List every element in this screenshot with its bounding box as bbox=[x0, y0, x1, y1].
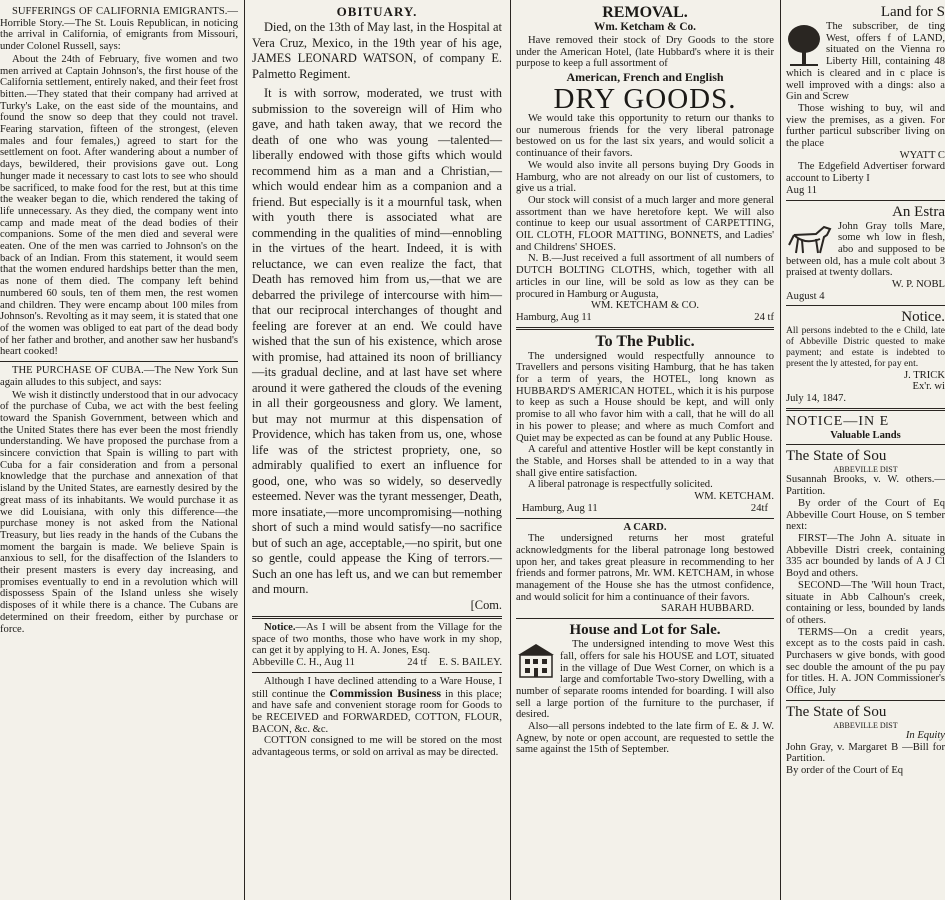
public-announce: The undersigned would respectfully announce to Travellers and persons visiting Hamburg, that he has taken for a term of years, the HOTEL, long known as HUBBARD'S AMERICAN HOTEL, which it is his purpose to keep as such a House should be kept, and will only promise to all who favor him with a call, that he will do all in his power to please; and where as much Comfort and Quiet may be expected as can be found at any Public House. bbox=[516, 350, 774, 444]
divider bbox=[786, 305, 945, 306]
estray-text: John Gray tolls Mare, some wh low in flesh, abo and supposed to be between old, has a mule colt about 3 praised at twenty dollars. bbox=[786, 220, 945, 279]
land-date: Aug 11 bbox=[786, 184, 818, 196]
emigrants-heading: SUFFERINGS OF CALIFORNIA EMIGRANTS. bbox=[12, 6, 228, 17]
cuba-intro bbox=[0, 365, 238, 388]
estray-signature: W. P. NOBL bbox=[891, 279, 945, 291]
order-1: By order of the Court of Eq Abbeville Court House, on S tember next: bbox=[786, 497, 945, 533]
notice-signature: J. TRICK bbox=[903, 369, 945, 381]
removal-date: Hamburg, Aug 11 bbox=[516, 311, 592, 323]
notice-text: All persons indebted to the e Child, late of Abbeville Distric quested to make payment; and estate is indebted to present the ly attested, for pay ent. bbox=[786, 325, 945, 369]
divider bbox=[0, 361, 238, 362]
equity-court: In Equity bbox=[905, 729, 945, 741]
land-offer: The subscriber, de ting West, offers f of LAND, situated on the Vienna ro Liberty Hill, containing 48 which is cleared and in c place is well improved with a dings: also a Gin and Screw bbox=[786, 21, 945, 103]
column-2 bbox=[246, 0, 508, 900]
district-1: ABBEVILLE DIST bbox=[833, 465, 898, 475]
column-1 bbox=[0, 0, 242, 900]
removal-stock: Our stock will consist of a much larger and more general assortment than we have heretofore kept. We will also continue to keep our usual assortment of CARPETTING, OIL CLOTH, FLOOR MATTING, BONNETS, and Ladies' and Childrens' SHOES. bbox=[516, 194, 774, 253]
removal-nb: N. B.—Just received a full assortment of all numbers of DUTCH BOLTING CLOTHS, which, together with all articles in our line, will be sold as low as they can be procured in Hamburg or Augusta, bbox=[516, 253, 774, 300]
removal-title: REMOVAL. bbox=[602, 4, 688, 21]
commission-heading: Commission Business bbox=[329, 685, 442, 700]
card-text: The undersigned returns her most grateful acknowledgments for the liberal patronage long bestowed upon her, and takes great pleasure in recommending to her friends and former patrons, Mr. WM. KETCHAM, in whose management of the House she has the utmost confidence, and would solicit for him a continuance of their favors. bbox=[516, 533, 774, 603]
house-title: House and Lot for Sale. bbox=[569, 622, 721, 639]
notice-signature: E. S. BAILEY. bbox=[438, 657, 502, 669]
divider bbox=[516, 327, 774, 330]
emigrants-intro bbox=[0, 6, 238, 53]
order-2: By order of the Court of Eq bbox=[786, 764, 904, 776]
divider bbox=[516, 518, 774, 519]
column-3 bbox=[512, 0, 778, 900]
removal-dateline bbox=[516, 312, 774, 324]
notice-text: —As I will be absent from the Village for the space of two months, those who have work in my shop, can get it by applying to H. A. Jones, Esq. bbox=[252, 622, 502, 657]
notice-date: July 14, 1847. bbox=[786, 393, 847, 405]
column-4 bbox=[782, 0, 945, 900]
land-inquire: Those wishing to buy, wil and view the premises, as a given. For further particul subscriber living on the place bbox=[786, 102, 945, 150]
case-1: Susannah Brooks, v. W. others.—Partition. bbox=[786, 474, 945, 498]
second-tract: SECOND—The 'Will houn Tract, situate in Abb Calhoun's creek, containing or less, bounded by lands of others. bbox=[786, 579, 945, 626]
land-title: Land for S bbox=[880, 4, 945, 20]
sale-title: NOTICE—IN E bbox=[786, 413, 890, 429]
divider bbox=[786, 444, 945, 445]
obituary-title: OBITUARY. bbox=[336, 4, 418, 19]
card-signature: SARAH HUBBARD. bbox=[660, 603, 754, 615]
dry-goods-heading: DRY GOODS. bbox=[553, 83, 737, 116]
first-tract: FIRST—The John A. situate in Abbeville Distri creek, containing 335 acr bounded by lands of A J Cl Boyd and others. bbox=[786, 532, 945, 580]
cuba-intro-text: —The New York Sun again alludes to this subject, and says: bbox=[0, 365, 238, 388]
notice-title: Notice. bbox=[901, 309, 945, 326]
commission-text: in this place; and have safe and convenient storage room for Goods to be RECEIVED and FORWARDED, COTTON, FLOUR, BACON, &c. &c. bbox=[252, 688, 502, 735]
obituary-notice: Died, on the 13th of May last, in the Hospital at Vera Cruz, Mexico, in the 19th year of his age, JAMES LEONARD WATSON, of company E. Palmetto Regiment. bbox=[252, 20, 502, 81]
divider bbox=[786, 200, 945, 201]
horse-icon bbox=[786, 223, 834, 255]
public-date: Hamburg, Aug 11 bbox=[522, 502, 598, 514]
estray-date: August 4 bbox=[786, 290, 825, 302]
commission-notice bbox=[252, 676, 502, 736]
tree-icon bbox=[786, 23, 822, 67]
divider bbox=[516, 618, 774, 619]
removal-invite: We would also invite all persons buying Dry Goods in Hamburg, who are not already on our list of customers, to give us a trial. bbox=[516, 159, 774, 195]
divider bbox=[786, 408, 945, 411]
removal-thanks: We would take this opportunity to return our thanks to our numerous friends for the very liberal patronage bestowed on us for the last six years, and would solicit a continuance of their favors. bbox=[516, 113, 774, 160]
notice-dateline bbox=[252, 657, 427, 669]
cuba-heading: THE PURCHASE OF CUBA. bbox=[12, 365, 144, 377]
public-code: 24tf bbox=[750, 502, 768, 514]
cuba-article: We wish it distinctly understood that in our advocacy of the purchase of Cuba, we act with the best feeling toward the Spanish Government, between which and the United States there has ever been the most friendly understanding. We have proposed the purchase from a sincere conviction that Spain is willing to part with Cuba for a fair consideration and from a personal knowledge that the purchase and annexation of that island by the United States, are earnestly desired by the great mass of its inhabitants. We would purchase it as we did Louisiana, with only this difference—the purchase money is not asked from the National Treasury, but lies ready in the hands of the Cubans the moment the bargain is made. We believe Spain is anxious to sell, for the disaffection of the Islanders to their present masters is every day increasing, and promises eventually to end in a revolution which will dispossess Spain of the Island unless she wisely disposes of it while there is a chance. The Cubans are determined on their freedom, either by purchase or force. bbox=[0, 389, 238, 635]
case-2: John Gray, v. Margaret B —Bill for Partition. bbox=[786, 741, 945, 765]
notice-heading: Notice. bbox=[264, 622, 296, 633]
house-icon bbox=[516, 641, 556, 679]
card-title: A CARD. bbox=[623, 521, 667, 533]
district-2: ABBEVILLE DIST bbox=[833, 720, 898, 730]
public-signature: WM. KETCHAM. bbox=[694, 491, 774, 503]
public-dateline bbox=[516, 503, 774, 515]
commission-cotton: COTTON consigned to me will be stored on the most advantageous terms, or sold on arrival as may be directed. bbox=[252, 735, 502, 759]
notice-signature-title: Ex'r. wi bbox=[912, 381, 945, 393]
house-offer: The undersigned intending to move West this fall, offers for sale his HOUSE and LOT, situated in the village of Due West Corner, on which is a large and comfortable Two-story Dwelling, with a number of separate rooms intended for boarding. I will also sell a large portion of the furniture to the purchaser, if desired. bbox=[516, 639, 774, 721]
removal-intro: Have removed their stock of Dry Goods to the store under the American Hotel, (late Hubbard's where it is their purpose to keep a full assortment of bbox=[516, 34, 774, 70]
divider bbox=[252, 672, 502, 673]
house-agnew: Also—all persons indebted to the late firm of E. & J. W. Agnew, by note or open account, are requested to settle the same against the 15th of September. bbox=[516, 721, 774, 756]
sale-terms: TERMS—On a credit years, except as to the costs paid in cash. Purchasers w give bonds, with good sec double the amount of the pu pay for titles. H. A. JON Commissioner's Office, July bbox=[786, 626, 945, 697]
obituary-signature: [Com. bbox=[470, 597, 502, 612]
removal-signature: WM. KETCHAM & CO. bbox=[591, 300, 699, 312]
removal-code: 24 tf bbox=[754, 311, 774, 323]
land-signature: WYATT C bbox=[899, 149, 945, 161]
notice-code: 24 tf bbox=[407, 657, 427, 669]
removal-firm: Wm. Ketcham & Co. bbox=[594, 21, 696, 33]
estray-title: An Estra bbox=[892, 203, 945, 220]
notice-date: Abbeville C. H., Aug 11 bbox=[252, 657, 355, 669]
commission-intro: Although I have declined attending to a Ware House, I still continue the bbox=[252, 675, 502, 700]
public-patronage: A liberal patronage is respectfully solicited. bbox=[528, 479, 713, 491]
public-hostler: A careful and attentive Hostler will be kept constantly in the Stable, and Horses shall be attended to in a way that shall give entire satisfaction. bbox=[516, 444, 774, 479]
public-title: To The Public. bbox=[595, 332, 695, 350]
obituary-tribute: It is with sorrow, moderated, we trust with submission to the sovereign will of Him who gave, and hath taken away, that we record the death of one who was young —talented—liberally endowed with those gifts which would recommend him as a man and a Christian,—which would endear him as a companion and a friend. But especially is it a mournful task, when with youth there is associated what are commending in the qualities of mind—ennobling in the virtues of the heart. Indeed, it is with reluctance, we can even realize the fact, that Death has removed him from us,—that we are debarred the privilege of intercourse with him—that our reciprocal interchanges of thought and feeling are forever at an end. We could have wished that the sun of his existence, which arose with promise, had attained its noon of brilliancy—its gradual decline, and at last have set where around it were gathered the clouds of the evening in all their gorgeousness and glory. We lament, but may not murmur at this dispensation of Providence, which has taken from us, one, whose life was of the strictest propriety, one, so admirably qualified to exert an influence for good, one, who was so widely, so deservedly esteemed. Never was the tyrant messenger, Death, more insatiate,—more uncompromising—nothing short of such a mind would satisfy—no sacrifice but of such an age, acceptable,—no spirit, but one so gentle, could appease the King of terrors.—Such an one has left us, and we can but remember and mourn. bbox=[252, 86, 502, 596]
emigrants-story: About the 24th of February, five women and two men arrived at Captain Johnson's, the first house of the California settlement, entirely naked, and their feet frost bitten.—They stated that their company had arrived at Turky's Lake, on the east side of the mountains, and found the snow so deep that they could not travel. Fearing starvation, fifteen of the strongest, (eleven males and four females,) agreed to start for the settlement on foot. After wandering about a number of days, bewildered, their provisions gave out. Long hunger made it necessary to cast lots to see who should be sacrificed, to make food for the rest, but at this time the weaker began to die, which rendered the taking of life unnecessary. As they died, the company went into camp and made meat of the dead bodies of their companions. Some of the men died and several were eaten. One of the men was carried to Johnson's on the back of an Indian. From this statement, it would seem that the women endured hardships better than the men, as none of them died. The company left behind numbered 60 souls, ten of them men, the rest women and children. They were encamp about 100 miles from Johnson's. Revolting as it may seem, it is stated that one of the women was obliged to eat part of the dead body of her father and brother, and another saw her husband's heart cooked! bbox=[0, 53, 238, 358]
land-advertiser: The Edgefield Advertiser forward account to Liberty I bbox=[786, 161, 945, 185]
emigrants-intro-text: —Horrible Story.—The St. Louis Republican, in noticing the arrival in California, of emigrants from Missouri, under Colonel Russell, says: bbox=[0, 6, 238, 53]
state-heading-2: The State of Sou bbox=[786, 703, 887, 720]
divider bbox=[786, 700, 945, 701]
divider bbox=[252, 616, 502, 619]
removal-origin-line: American, French and English bbox=[566, 70, 724, 85]
state-heading-1: The State of Sou bbox=[786, 448, 887, 465]
sale-subtitle: Valuable Lands bbox=[830, 429, 901, 441]
